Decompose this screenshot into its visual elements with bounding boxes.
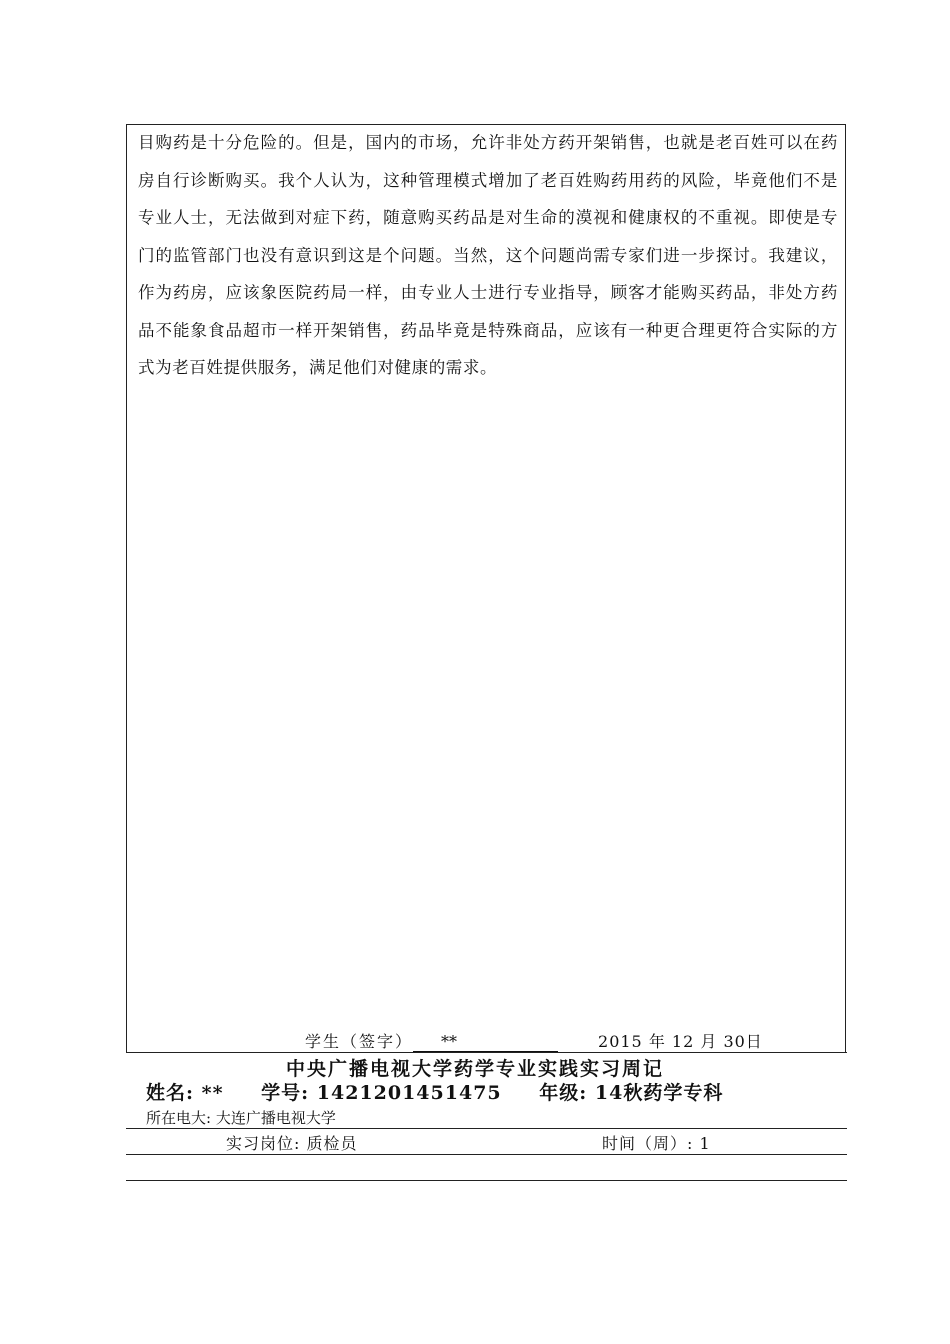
college-name: 所在电大: 大连广播电视大学 [146, 1109, 336, 1127]
journal-paragraph: 目购药是十分危险的。但是，国内的市场，允许非处方药开架销售，也就是老百姓可以在药房自行诊断购买。我个人认为，这种管理模式增加了老百姓购药用药的风险，毕竟他们不是专业人士，无法做到对症下药，随意购买药品是对生命的漠视和健康权的不重视。即使是专门的监管部门也没有意识到这是个问题。当然，这个问题尚需专家们进一步探讨。我建议，作为药房，应该象医院药局一样，由专业人士进行专业指导，顾客才能购买药品，非处方药品不能象食品超市一样开架销售，药品毕竟是特殊商品，应该有一种更合理更符合实际的方式为老百姓提供服务，满足他们对健康的需求。 [138, 133, 838, 377]
divider [126, 1180, 847, 1181]
divider [126, 1128, 847, 1129]
internship-week: 时间（周）: 1 [602, 1134, 711, 1153]
signature-line [305, 1029, 763, 1052]
signature-label: 学生（签字） [305, 1032, 414, 1051]
internship-post: 实习岗位: 质检员 [226, 1134, 358, 1153]
divider [126, 1154, 847, 1155]
signature-date: 2015 年 12 月 30日 [598, 1032, 763, 1051]
signature-field: ** [413, 1033, 558, 1052]
student-info-row [146, 1078, 753, 1105]
divider [126, 1052, 847, 1053]
page-title: 中央广播电视大学药学专业实践实习周记 [285, 1058, 664, 1080]
student-grade: 年级: 14秋药学专科 [539, 1082, 724, 1104]
student-name: 姓名: ** [146, 1082, 224, 1104]
student-id: 学号: 1421201451475 [261, 1082, 502, 1104]
